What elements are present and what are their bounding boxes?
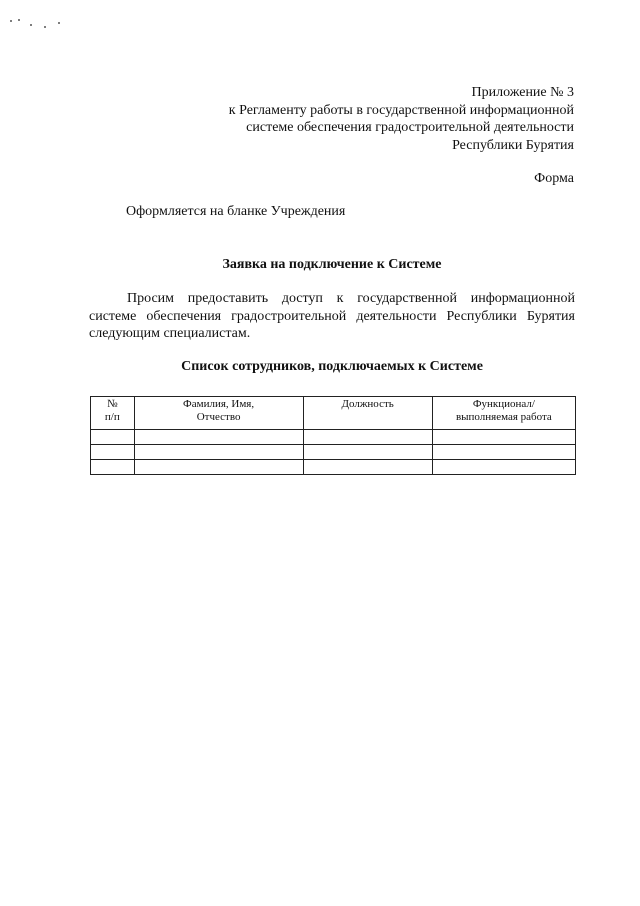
table-cell[interactable]	[303, 445, 432, 460]
body-line: системе обеспечения градостроительной деятельности Республики Бурятия	[89, 308, 575, 324]
table-cell[interactable]	[303, 460, 432, 475]
scan-specks	[8, 16, 68, 36]
body-line: следующим специалистам.	[89, 326, 251, 341]
table-row	[91, 460, 576, 475]
table-cell[interactable]	[432, 445, 575, 460]
column-header-function: Функционал/ выполняемая работа	[432, 397, 575, 430]
column-header-full-name: Фамилия, Имя, Отчество	[134, 397, 303, 430]
appendix-reference-line: к Регламенту работы в государственной информационной	[228, 102, 574, 118]
table-cell[interactable]	[134, 430, 303, 445]
column-header-position: Должность	[303, 397, 432, 430]
appendix-header	[154, 84, 574, 154]
appendix-number: Приложение № 3	[471, 85, 574, 100]
form-label: Форма	[534, 171, 574, 186]
column-header-number: № п/п	[91, 397, 135, 430]
table-row	[91, 445, 576, 460]
appendix-reference-line: Республики Бурятия	[452, 137, 574, 153]
table-cell[interactable]	[91, 445, 135, 460]
appendix-reference-line: системе обеспечения градостроительной деятельности	[246, 120, 574, 135]
letterhead-note: Оформляется на бланке Учреждения	[126, 204, 346, 219]
table-cell[interactable]	[91, 460, 135, 475]
table-header-row	[91, 397, 576, 430]
table-cell[interactable]	[134, 445, 303, 460]
staff-list-title: Список сотрудников, подключаемых к Системе	[181, 359, 483, 374]
body-line: Просим предоставить доступ к государственной информационной	[127, 291, 575, 306]
table-cell[interactable]	[432, 460, 575, 475]
table-cell[interactable]	[134, 460, 303, 475]
application-body	[89, 290, 575, 343]
table-cell[interactable]	[91, 430, 135, 445]
staff-table	[90, 396, 576, 475]
table-cell[interactable]	[303, 430, 432, 445]
application-title: Заявка на подключение к Системе	[222, 257, 442, 272]
table-row	[91, 430, 576, 445]
table-cell[interactable]	[432, 430, 575, 445]
